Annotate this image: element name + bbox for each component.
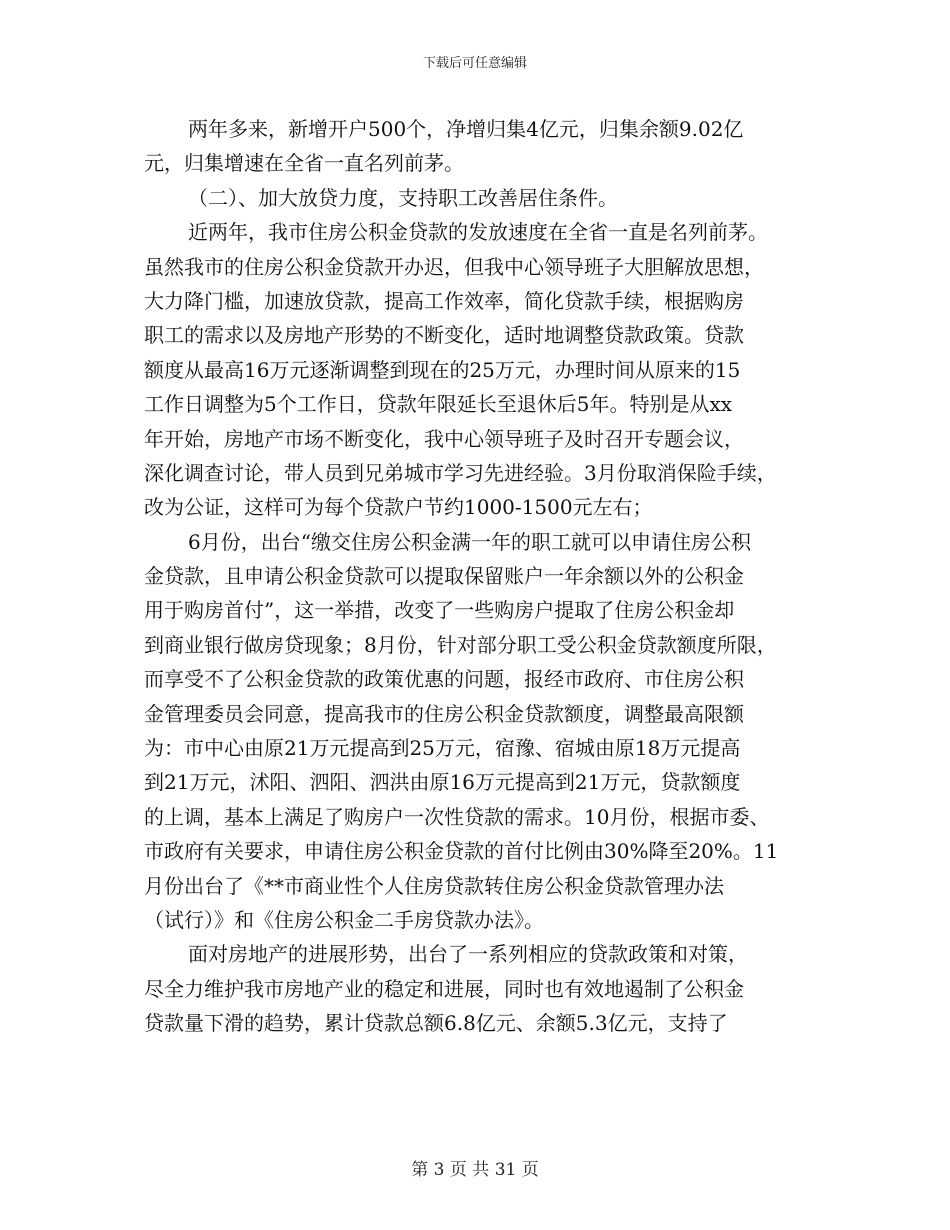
text-line: 的上调，基本上满足了购房户一次性贷款的需求。10月份，根据市委、 bbox=[144, 804, 770, 829]
text-line: 为：市中心由原21万元提高到25万元，宿豫、宿城由原18万元提高 bbox=[144, 736, 741, 761]
text-line: 到商业银行做房贷现象；8月份，针对部分职工受公积金贷款额度所限， bbox=[144, 632, 777, 657]
text-line: 职工的需求以及房地产形势的不断变化，适时地调整贷款政策。贷款 bbox=[144, 323, 744, 348]
text-line: 到21万元，沭阳、泗阳、泗洪由原16万元提高到21万元，贷款额度 bbox=[144, 770, 741, 795]
text-line: 市政府有关要求，申请住房公积金贷款的首付比例由30%降至20%。11 bbox=[144, 839, 779, 864]
text-line: 金贷款，且申请公积金贷款可以提取保留账户一年余额以外的公积金 bbox=[144, 564, 744, 589]
text-line: 近两年，我市住房公积金贷款的发放速度在全省一直是名列前茅。 bbox=[188, 220, 768, 245]
text-line: 面对房地产的进展形势，出台了一系列相应的贷款政策和对策， bbox=[188, 942, 748, 967]
text-line: 贷款量下滑的趋势，累计贷款总额6.8亿元、余额5.3亿元，支持了 bbox=[144, 1011, 728, 1036]
text-line: 两年多来，新增开户500个，净增归集4亿元，归集余额9.02亿 bbox=[188, 117, 744, 141]
text-line: 改为公证，这样可为每个贷款户节约1000-1500元左右； bbox=[144, 495, 653, 520]
section-heading: （二）、加大放贷力度，支持职工改善居住条件。 bbox=[188, 185, 618, 210]
text-line: 月份出台了《**市商业性个人住房贷款转住房公积金贷款管理办法 bbox=[144, 873, 724, 898]
text-line: 6月份，出台“缴交住房公积金满一年的职工就可以申请住房公积 bbox=[188, 529, 751, 554]
text-line: 大力降门槛，加速放贷款，提高工作效率，简化贷款手续，根据购房 bbox=[144, 288, 744, 313]
document-body bbox=[144, 112, 834, 1041]
text-line: 而享受不了公积金贷款的政策优惠的问题，报经市政府、市住房公积 bbox=[144, 667, 744, 692]
text-line: 金管理委员会同意，提高我市的住房公积金贷款额度，调整最高限额 bbox=[144, 701, 744, 726]
page-footer: 第 3 页 共 31 页 bbox=[411, 1160, 539, 1180]
text-line: 虽然我市的住房公积金贷款开办迟，但我中心领导班子大胆解放思想， bbox=[144, 254, 764, 279]
text-line: 工作日调整为5个工作日，贷款年限延长至退休后5年。特别是从xx bbox=[144, 392, 733, 417]
text-line: 用于购房首付”，这一举措，改变了一些购房户提取了住房公积金却 bbox=[144, 598, 735, 623]
text-line: 尽全力维护我市房地产业的稳定和进展，同时也有效地遏制了公积金 bbox=[144, 976, 744, 1001]
text-line: （试行）》和《住房公积金二手房贷款办法》。 bbox=[144, 907, 544, 932]
text-line: 元，归集增速在全省一直名列前茅。 bbox=[144, 151, 464, 176]
text-line: 年开始，房地产市场不断变化，我中心领导班子及时召开专题会议， bbox=[144, 426, 744, 451]
page-header: 下载后可任意编辑 bbox=[422, 56, 527, 71]
text-line: 额度从最高16万元逐渐调整到现在的25万元，办理时间从原来的15 bbox=[144, 357, 741, 382]
text-line: 深化调查讨论，带人员到兄弟城市学习先进经验。3月份取消保险手续， bbox=[144, 460, 777, 485]
